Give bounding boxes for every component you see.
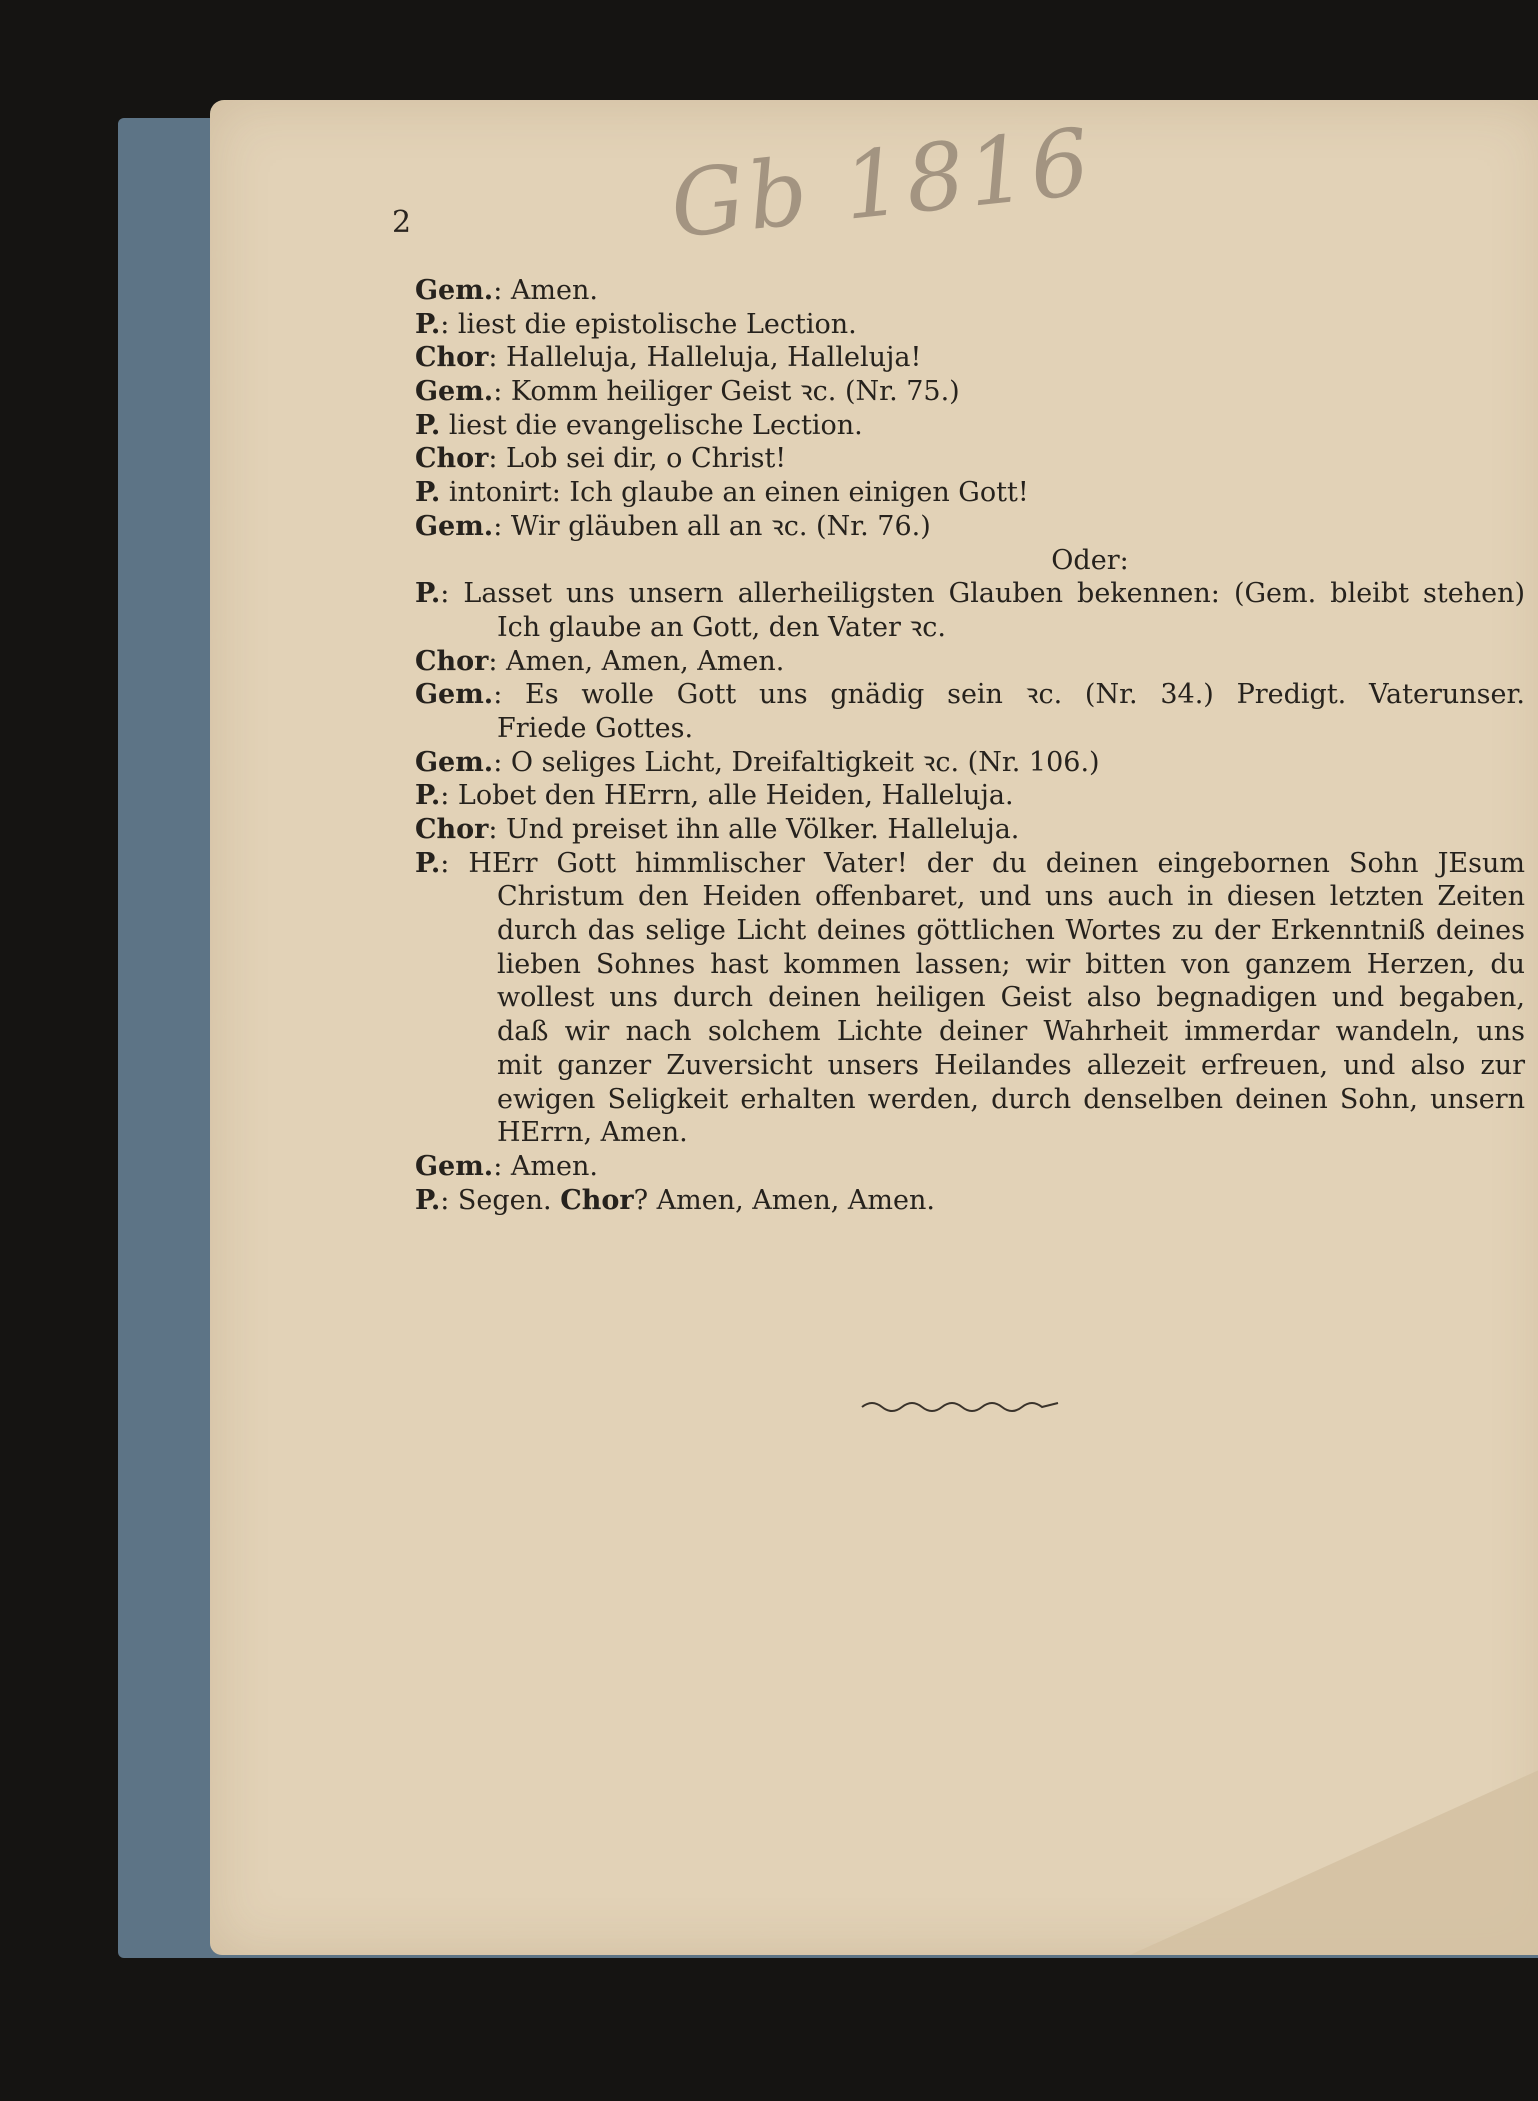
text-line: Gem.: Amen. xyxy=(415,1150,598,1182)
text-line: Chor: Amen, Amen, Amen. xyxy=(415,645,785,677)
text-line: P. intonirt: Ich glaube an einen einigen Gott! xyxy=(415,477,1029,509)
text-line: Christum den Heiden offenbaret, und uns auch in diesen letzten Zeiten xyxy=(497,881,1525,913)
text-line: Chor: Und preiset ihn alle Völker. Halleluja. xyxy=(415,814,1020,845)
text-line-oder: Oder: xyxy=(1051,544,1129,576)
text-line: P.: Segen. Chor? Amen, Amen, Amen. xyxy=(415,1184,935,1216)
page-number: 2 xyxy=(392,205,412,240)
text-line: Gem.: Es wolle Gott uns gnädig sein ꝛc. (Nr. 34.) Predigt. Vaterunser. xyxy=(415,679,1525,711)
handwritten-signature: Gb 1816 xyxy=(665,108,1099,259)
text-line: P.: liest die epistolische Lection. xyxy=(415,308,857,340)
ornament-divider xyxy=(860,1395,1060,1419)
text-line: lieben Sohnes hast kommen lassen; wir bitten von ganzem Herzen, du xyxy=(497,948,1525,980)
text-line: ewigen Seligkeit erhalten werden, durch denselben deinen Sohn, unsern xyxy=(497,1083,1525,1115)
text-line: Ich glaube an Gott, den Vater ꝛc. xyxy=(497,611,946,643)
text-line: P. liest die evangelische Lection. xyxy=(415,409,863,441)
text-line: Gem.: Amen. xyxy=(415,275,598,306)
text-line: durch das selige Licht deines göttlichen Wortes zu der Erkenntniß deines xyxy=(497,915,1525,947)
text-line: Gem.: O seliges Licht, Dreifaltigkeit ꝛc. (Nr. 106.) xyxy=(415,746,1100,778)
text-line: Friede Gottes. xyxy=(497,712,694,744)
text-line: Chor: Halleluja, Halleluja, Halleluja! xyxy=(415,342,922,374)
text-line: mit ganzer Zuversicht unsers Heilandes allezeit erfreuen, und also zur xyxy=(497,1049,1525,1081)
text-line: P.: Lasset uns unsern allerheiligsten Glauben bekennen: (Gem. bleibt stehen) xyxy=(415,578,1525,610)
text-line: Gem.: Komm heiliger Geist ꝛc. (Nr. 75.) xyxy=(415,376,960,408)
text-line: Chor: Lob sei dir, o Christ! xyxy=(415,443,787,475)
text-line: wollest uns durch deinen heiligen Geist also begnadigen und begaben, xyxy=(497,982,1525,1014)
text-line: P.: Lobet den HErrn, alle Heiden, Halleluja. xyxy=(415,780,1014,812)
page-corner-fold xyxy=(1130,1765,1538,1955)
text-line: HErrn, Amen. xyxy=(497,1117,688,1149)
liturgy-text xyxy=(415,274,1525,1217)
text-line: Gem.: Wir gläuben all an ꝛc. (Nr. 76.) xyxy=(415,510,931,542)
text-line: daß wir nach solchem Lichte deiner Wahrheit immerdar wandeln, uns xyxy=(497,1016,1525,1048)
text-line: P.: HErr Gott himmlischer Vater! der du deinen eingebornen Sohn JEsum xyxy=(415,847,1525,879)
